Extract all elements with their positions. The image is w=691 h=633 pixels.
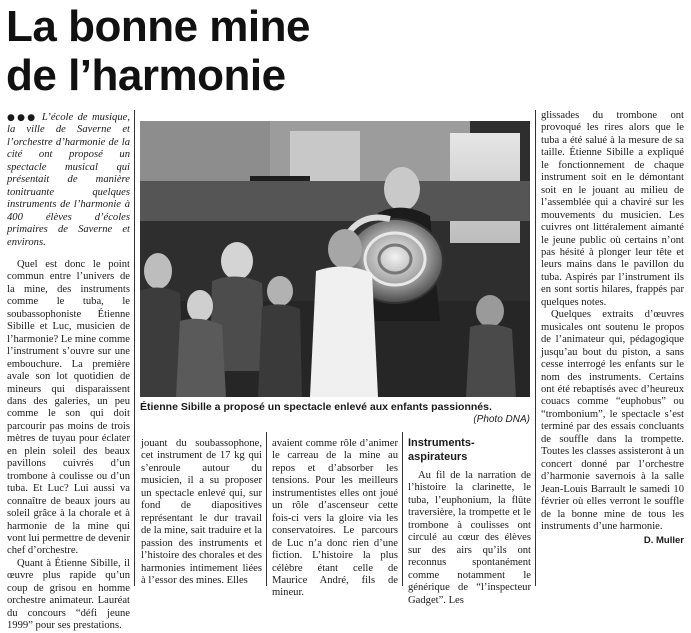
column-4 [408,436,531,606]
photo-tuba-children [140,121,530,397]
column-rule [535,110,536,586]
body-paragraph: glissades du trombone ont provoqué les rires alors que le tuba a été salué à la mesure de sa taille. Étienne Sibille a expliqué le fonctionnement de chaque instrument soit en le démontant soit en le jouant au milieu de l’assemblée qui a chaviré sur les mouvements du musicien. Les cuivres ont littéralement aimanté le jeune public où certains n’ont pas hésité à plonger leur tête et leurs mains dans le pavillon du tuba. Aspirés par l’instrument ils en sont sortis hilares, frappés par quelques notes. [541,110,684,308]
column-1 [7,112,130,632]
lead-bullet-dots: ●●● [7,113,38,123]
body-paragraph: Quant à Étienne Sibille, il œuvre plus rapide qu’un coup de grisou en homme orchestre animateur. Lauréat du concours “défi jeune 1999” pour ses prestations. [7,557,130,632]
body-paragraph: Quel est donc le point commun entre l’univers de la mine, des instruments comme le tuba, le soubassophoniste Étienne Sibille et Luc, musicien de l’harmonie? Le mine comme l’instrument s’ouvre sur une embouchure. La première avale son lot quotidien de mineurs qui disparaissent dans des galeries, un peu comme le son qui doit parcourir pas moins de trois mètres de tuyau pour éclater en plein soleil des beaux pavillons cuivrés d’un trombone à coulisse ou d’un tuba. Et Luc? Lui aussi va connaître de beaux jours au soleil grâce à la chorale et à harmonie de la mine qui vont lui permettre de devenir chef d’orchestre. [7,258,130,557]
column-5 [541,110,684,586]
column-2 [141,438,262,586]
column-rule [266,432,267,586]
body-paragraph: avaient comme rôle d’animer le carreau de la mine au repos et d’absorber les tensions. Pour les meilleurs instrumentistes elles ont joué un rôle d’ascenseur cette fois-ci vers la gloire via les conservatoires. Le parcours de Luc n’a donc rien d’une fiction. L’histoire la plus célèbre étant celle de Maurice André, fils de mineur. [272,438,398,599]
body-paragraph: Quelques extraits d’œuvres musicales ont soutenu le propos de l’animateur qui, pédagogique jusqu’au bout du piston, a sans cesse interrogé les enfants sur le nom des instruments. Certains ont été rebaptisés avec d’heureux couacs comme “euphobus” ou “trombonium”, le spectacle s’est terminé par des essais concluants de souffle dans la trompette. Toutes les classes assisteront à un concert donné par l’orchestre d’harmonie savernois à la salle Jean-Louis Barrault le samedi 10 février où elles verront le souffle de la bonne mine de tous les instruments d’une harmonie. [541,309,684,532]
body-paragraph: Au fil de la narration de l’histoire la clarinette, le tuba, l’euphonium, la flûte traversière, la trompette et le trombone à coulisses ont circulé au cœur des élèves sur des airs qu’ils ont reconnus spontanément comme notamment le générique de “l’inspecteur Gadget”. Les [408,470,531,606]
column-rule [134,110,135,586]
photo-credit: (Photo DNA) [473,414,530,425]
headline [6,2,310,100]
column-rule [402,432,403,586]
headline-line-2: de l’harmonie [6,51,286,100]
subheading: Instruments-aspirateurs [408,437,475,463]
lead-text: L’école de musique, la ville de Saverne et l’orchestre d’harmonie de la cité ont proposé un spectacle musical qui présentait de manière tonitruante quelques instruments de l’harmonie à 400 élèves d’écoles primaires de Saverne et environs. [7,112,130,248]
lead-paragraph [7,112,130,249]
photo-caption: Étienne Sibille a proposé un spectacle enlevé aux enfants passionnés. [140,401,492,413]
author-byline: D. Muller [643,535,684,547]
column-3 [272,438,398,599]
headline-line-1: La bonne mine [6,2,310,51]
photo-illustration [140,121,530,397]
body-paragraph: jouant du soubassophone, cet instrument de 17 kg qui s’enroule autour du musicien, il a su proposer un spectacle enlevé qui, sur fond de diapositives représentant le dur travail de la mine, sait traduire et la passion des instruments et l’histoire des chorales et des harmonies intimement liées à l’essor des mines. Elles [141,438,262,586]
